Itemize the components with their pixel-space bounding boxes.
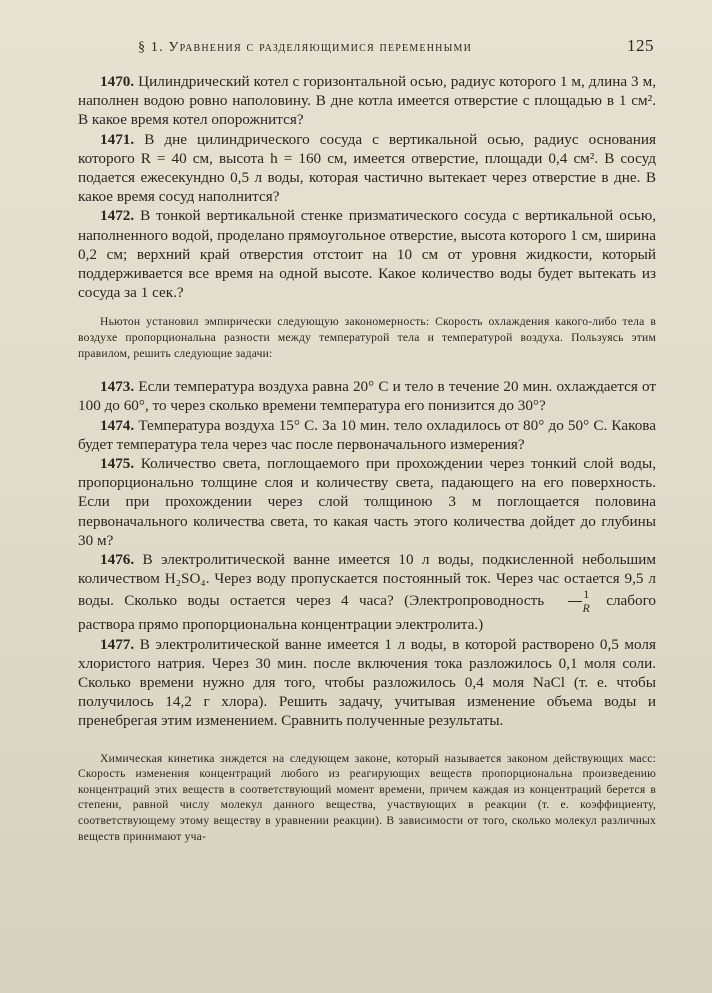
problem-text: Цилиндрический котел с горизонтальной осью, радиус которого 1 м, длина 3 м, наполнен водою ровно наполовину. В дне котла имеется отверстие с площадью в 1 см². В какое время котел опорожнится? — [78, 73, 657, 129]
problem-text: Температура воздуха 15° C. За 10 мин. тело охладилось от 80° до 50° C. Какова будет температура тела через час после первоначального измерения? — [78, 416, 657, 453]
problem-text: Если температура воздуха равна 20° C и тело в течение 20 мин. охлаждается от 100 до 60°, то через сколько времени температура его понизится до 30°? — [78, 378, 657, 415]
problem-1471 — [78, 130, 656, 207]
problem-number: 1477. — [100, 635, 135, 653]
problem-text: В дне цилиндрического сосуда с вертикальной осью, радиус основания которого R = 40 см, высота h = 160 см, имеется отверстие, площади 0,4 см². В сосуд подается ежесекундно 0,5 л воды, которая частично вытекает через отверстие в дне. В какое время сосуд наполнится? — [78, 130, 656, 206]
fraction-denominator: R — [582, 601, 590, 616]
problem-1476 — [78, 550, 656, 635]
problem-number: 1474. — [100, 416, 135, 434]
problem-text-before: В электролитической ванне имеется 10 л воды, подкисленной небольшим количеством H₂SO₄. Через воду пропускается постоянный ток. Через час остается 9,5 л воды. Сколько воды остается через 4 часа? (Электропроводность — [78, 551, 656, 610]
page-number: 125 — [627, 36, 654, 55]
problem-1473 — [78, 377, 656, 415]
problem-text-after: слабого раствора прямо пропорциональна концентрации электролита.) — [78, 592, 657, 634]
problem-1472 — [78, 206, 656, 302]
problem-text: В тонкой вертикальной стенке призматического сосуда с вертикальной осью, наполненного водой, проделано прямоугольное отверстие, высота которого 1 см, ширина 0,2 см; верхний край отверстия отстоит на 10 см от уровня жидкости, который поддерживается все время на одной высоте. Какое количество воды будет вытекать из сосуда за 1 сек.? — [78, 207, 656, 302]
problem-number: 1473. — [100, 378, 135, 396]
problems-group-2 — [78, 377, 656, 730]
problem-number: 1471. — [100, 130, 135, 148]
fraction-one-over-r — [561, 588, 590, 615]
problem-number: 1476. — [100, 551, 135, 569]
section-title: § 1. Уравнения с разделяющимися переменными — [138, 40, 473, 55]
problem-1475 — [78, 454, 656, 550]
fraction-numerator: 1 — [583, 587, 590, 602]
running-head — [78, 34, 656, 60]
problem-text: Количество света, поглощаемого при прохождении через тонкий слой воды, пропорционально толщине слоя и количеству света, падающего на его поверхность. Если при прохождении через слой толщиною 3 м поглощается половина первоначального количества света, то какая часть этого количества дойдет до глубины 30 м? — [78, 455, 657, 549]
problems-group-1 — [78, 72, 656, 302]
problem-1474 — [78, 416, 656, 454]
problem-number: 1475. — [100, 455, 135, 473]
problem-number: 1470. — [100, 73, 135, 90]
problem-text: В электролитической ванне имеется 1 л воды, в которой растворено 0,5 моля хлористого натрия. Через 30 мин. после включения тока разложилось 0,1 моля соли. Сколько времени нужно для того, чтобы разложилось 0,4 моля NaCl (т. е. чтобы получилось 14,2 г хлора). Решить задачу, учитывая изменение объема воды и пренебрегая этим изменением. Сравнить полученные результаты. — [78, 635, 656, 730]
note-newton-law: Ньютон установил эмпирически следующую закономерность: Скорость охлаждения какого-либо тела в воздухе пропорциональна разности между температурой тела и температурой воздуха. Пользуясь этим правилом, решить следующие задачи: — [78, 315, 656, 360]
problem-1470 — [78, 72, 656, 130]
problem-1477 — [78, 635, 656, 731]
problem-number: 1472. — [100, 207, 135, 225]
note-chemical-kinetics: Химическая кинетика зиждется на следующем законе, который называется законом действующих масс: Скорость изменения концентраций любого из реагирующих веществ пропорциональна произведению концентраций этих веществ в соответствующий момент времени, причем каждая из концентраций берется в степени, равной числу молекул данного вещества, участвующих в реакции (т. е. коэффициенту, соответствующему этому веществу в уравнении реакции). В зависимости от того, сколько молекул различных веществ принимают уча- — [78, 751, 656, 843]
